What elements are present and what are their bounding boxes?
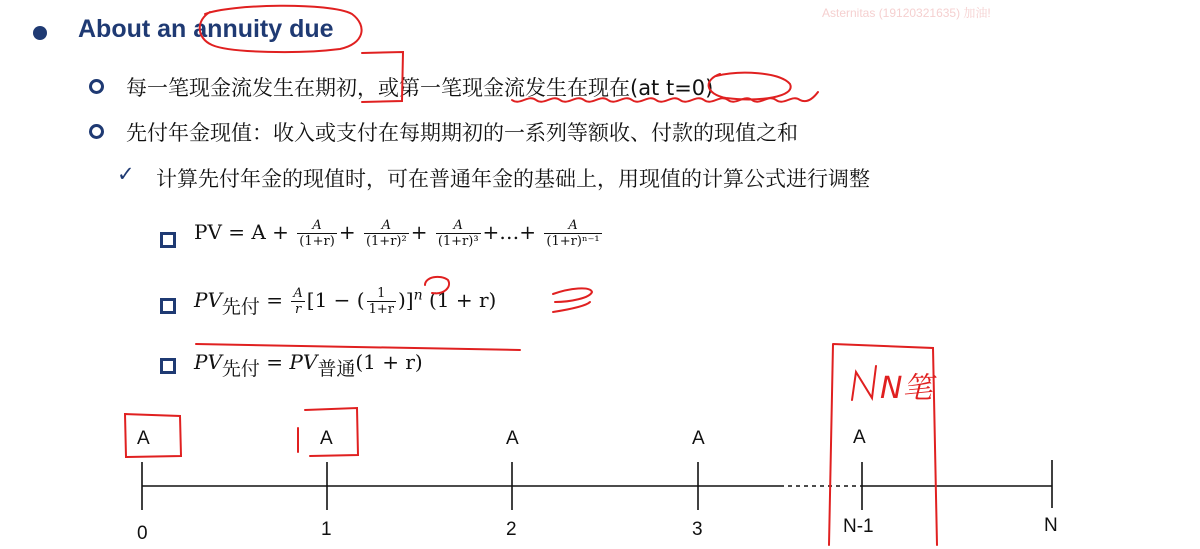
- timeline-period-1: 1: [321, 519, 332, 540]
- subscript-ordinary: 普通: [317, 358, 356, 380]
- title-circle-annotation: [200, 6, 362, 52]
- handwritten-n-note-path: [852, 366, 876, 400]
- title-highlight: annuity due: [193, 15, 334, 43]
- timeline-period-0: 0: [137, 523, 148, 544]
- formula1-term-2: $\frac{A}{\text{(1+r)²}}$: [365, 218, 407, 249]
- subscript-due-2: 先付: [221, 358, 260, 380]
- formula-pv-annuity-due: PV先付 = $\frac{A}{r}$ [1 − ( $\frac{1}{1+r}$ )]$^n$ (1 + r): [194, 286, 497, 318]
- formula-underline-annotation: [196, 344, 520, 350]
- watermark: Asternitas (19120321635) 加油!: [822, 6, 991, 20]
- bullet-text-1: 每一笔现金流发生在期初，或第一笔现金流发生在现在(at t=0): [126, 76, 714, 100]
- check-item-text: 计算先付年金的现值时，可在普通年金的基础上，用现值的计算公式进行调整: [156, 167, 870, 191]
- formula-pv-relation: PV先付 = PV普通(1 + r): [194, 350, 423, 380]
- handwritten-n-note: N笔: [880, 371, 933, 406]
- circle-annotation-t0: [709, 73, 791, 100]
- formula2-a-over-r: $\frac{A}{r}$: [293, 286, 303, 317]
- check-icon: ✓: [117, 162, 135, 186]
- box-annotation-a0: [125, 414, 181, 457]
- box-annotation-a1: [298, 408, 358, 456]
- formula1-term-3: $\frac{A}{\text{(1+r)³}}$: [437, 218, 479, 249]
- timeline-period-3: 3: [692, 519, 703, 540]
- timeline-axis: [142, 460, 1052, 510]
- formula1-ellipsis: +…+: [482, 220, 537, 244]
- timeline-cash-2: A: [506, 428, 519, 449]
- formula1-term-last: $\frac{A}{\text{(1+r)ⁿ⁻¹}}$: [546, 218, 600, 249]
- title-prefix: About an: [78, 15, 194, 43]
- timeline-cash-1: A: [320, 428, 333, 449]
- formula1-term-1: $\frac{A}{(1+r)}$: [299, 218, 335, 249]
- exponent-circle-annotation: [425, 277, 449, 293]
- timeline-cash-3: A: [692, 428, 705, 449]
- box-annotation-early: [362, 52, 403, 102]
- timeline-cash-n-1: A: [853, 427, 866, 448]
- timeline-period-2: 2: [506, 519, 517, 540]
- subscript-due: 先付: [221, 296, 260, 318]
- timeline-period-n: N: [1044, 515, 1058, 536]
- arrow-mark-annotation: [553, 288, 592, 312]
- formula-pv-expansion: PV = A + $\frac{A}{(1+r)}$ + $\frac{A}{\text{(1+r)²}}$ + $\frac{A}{\text{(1+r)³}}$ +…+ $\frac{A}{\text{(1+r)ⁿ⁻¹}}$: [194, 218, 600, 249]
- formula1-lhs: PV = A +: [194, 220, 289, 244]
- timeline-period-n-1: N-1: [843, 516, 874, 537]
- timeline-cash-0: A: [137, 428, 150, 449]
- bullet-text-2: 先付年金现值：收入或支付在每期期初的一系列等额收、付款的现值之和: [126, 121, 798, 145]
- red-annotations: [125, 6, 937, 545]
- formula2-inner-fraction: $\frac{1}{1+r}$: [368, 286, 394, 317]
- formula2-exponent: n: [413, 287, 423, 304]
